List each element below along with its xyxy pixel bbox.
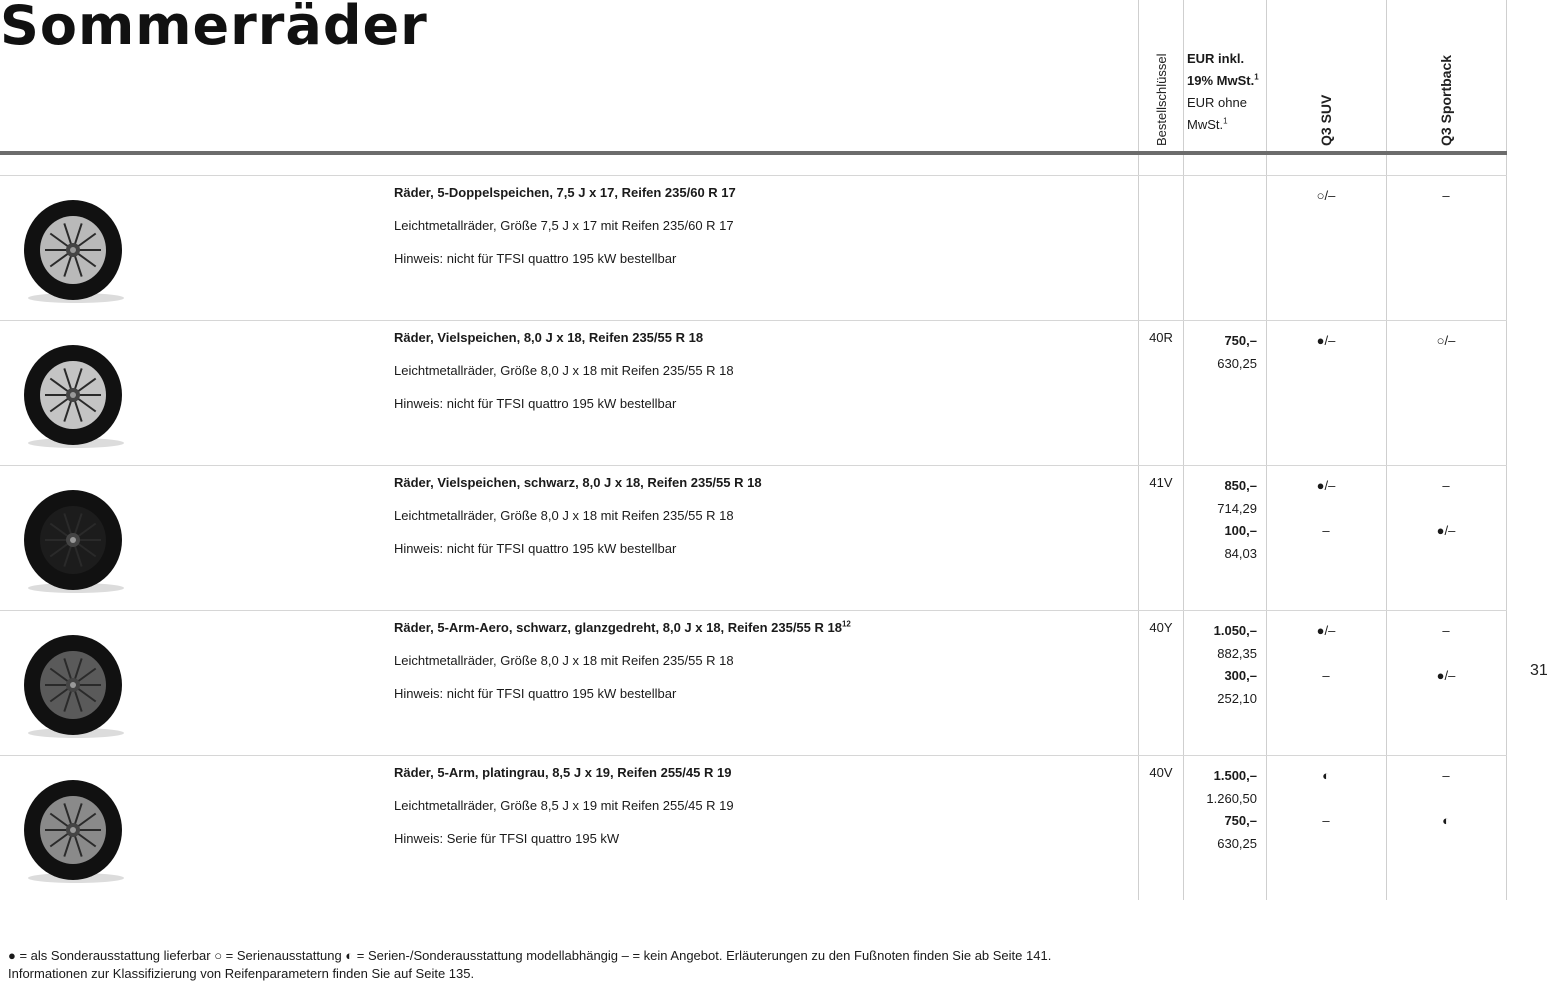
price-incl-vat-2: 300,– — [1224, 668, 1257, 683]
wheel-spec: Leichtmetallräder, Größe 8,0 J x 18 mit Reifen 235/55 R 18 — [394, 653, 734, 668]
header-model-q3-suv: Q3 SUV — [1318, 94, 1334, 146]
header-eur-incl-2: 19% MwSt.$^1$ — [1187, 72, 1259, 88]
wheel-spec: Leichtmetallräder, Größe 7,5 J x 17 mit Reifen 235/60 R 17 — [394, 218, 734, 233]
price-excl-vat-2: 630,25 — [1217, 835, 1257, 851]
wheel-note: Hinweis: nicht für TFSI quattro 195 kW bestellbar — [394, 396, 677, 411]
header-eur-excl-2: MwSt.$^1$ — [1187, 116, 1228, 132]
availability-q3-sportback — [1386, 330, 1506, 375]
availability-mark: – — [1442, 478, 1450, 493]
availability-q3-sportback — [1386, 185, 1506, 230]
wheel-title: Räder, Vielspeichen, 8,0 J x 18, Reifen 235/55 R 18 — [394, 330, 704, 345]
availability-mark: – — [1322, 813, 1330, 828]
table-row — [0, 466, 1507, 611]
wheel-title: Räder, Vielspeichen, schwarz, 8,0 J x 18, Reifen 235/55 R 18 — [394, 475, 762, 490]
availability-q3-suv — [1266, 475, 1386, 543]
wheel-description — [394, 475, 762, 561]
wheel-image — [18, 194, 128, 306]
wheel-description — [394, 620, 851, 706]
table-row — [0, 176, 1507, 321]
order-key: 41V — [1149, 475, 1173, 490]
availability-mark: – — [1322, 668, 1330, 683]
availability-mark: ●/– — [1436, 523, 1456, 538]
availability-mark: – — [1442, 768, 1450, 783]
wheel-description — [394, 765, 734, 851]
price-excl-vat-2: 84,03 — [1224, 545, 1257, 561]
availability-mark: – — [1442, 188, 1450, 203]
legend-line-2: Informationen zur Klassifizierung von Reifenparametern finden Sie auf Seite 135. — [8, 966, 475, 981]
availability-q3-suv — [1266, 765, 1386, 833]
price-excl-vat-2: 252,10 — [1217, 690, 1257, 706]
page-title: Sommerräder — [0, 0, 428, 57]
wheel-note: Hinweis: nicht für TFSI quattro 195 kW bestellbar — [394, 686, 677, 701]
price-cell — [1184, 620, 1257, 710]
table-row — [0, 756, 1507, 901]
wheel-title: Räder, 5-Arm-Aero, schwarz, glanzgedreht, 8,0 J x 18, Reifen 235/55 R $18^{12}$ — [394, 619, 851, 635]
wheel-description — [394, 330, 734, 416]
wheel-note: Hinweis: Serie für TFSI quattro 195 kW — [394, 831, 620, 846]
availability-q3-sportback — [1386, 765, 1506, 833]
wheel-spec: Leichtmetallräder, Größe 8,0 J x 18 mit Reifen 235/55 R 18 — [394, 508, 734, 523]
price-incl-vat: 850,– — [1224, 478, 1257, 493]
wheel-image — [18, 774, 128, 886]
wheel-note: Hinweis: nicht für TFSI quattro 195 kW bestellbar — [394, 251, 677, 266]
availability-mark: ○/– — [1436, 333, 1456, 348]
price-incl-vat: 750,– — [1224, 333, 1257, 348]
header-price — [1187, 48, 1259, 136]
wheel-title: Räder, 5-Doppelspeichen, 7,5 J x 17, Reifen 235/60 R 17 — [394, 185, 736, 200]
availability-mark: ●/– — [1316, 623, 1336, 638]
price-cell — [1184, 765, 1257, 855]
order-key: 40Y — [1149, 620, 1173, 635]
page-number: 31 — [1530, 662, 1548, 679]
price-cell — [1184, 330, 1257, 375]
price-excl-vat: 714,29 — [1217, 500, 1257, 516]
price-excl-vat: 882,35 — [1217, 645, 1257, 661]
wheel-spec: Leichtmetallräder, Größe 8,5 J x 19 mit Reifen 255/45 R 19 — [394, 798, 734, 813]
availability-mark: ●/– — [1316, 333, 1336, 348]
price-incl-vat: 1.500,– — [1213, 768, 1257, 783]
wheel-image — [18, 484, 128, 596]
wheel-note: Hinweis: nicht für TFSI quattro 195 kW bestellbar — [394, 541, 677, 556]
availability-mark: – — [1442, 623, 1450, 638]
wheel-title: Räder, 5-Arm, platingrau, 8,5 J x 19, Reifen 255/45 R 19 — [394, 765, 732, 780]
wheel-description — [394, 185, 736, 271]
header-rule — [0, 151, 1507, 155]
availability-mark: ○/– — [1316, 188, 1336, 203]
wheel-image — [18, 629, 128, 741]
availability-mark: ◐ — [1442, 813, 1450, 828]
table-row — [0, 611, 1507, 756]
availability-q3-sportback — [1386, 620, 1506, 688]
price-incl-vat-2: 100,– — [1224, 523, 1257, 538]
legend-line-1: ● = als Sonderausstattung lieferbar ○ = Serienausstattung ◐ = Serien-/Sonderausstattung modellabhängig – = kein Angebot. Erläuterungen zu den Fußnoten finden Sie ab Seite 141. — [8, 948, 1052, 963]
availability-q3-suv — [1266, 185, 1386, 230]
table-row — [0, 321, 1507, 466]
wheel-spec: Leichtmetallräder, Größe 8,0 J x 18 mit Reifen 235/55 R 18 — [394, 363, 734, 378]
wheel-image — [18, 339, 128, 451]
price-cell — [1184, 475, 1257, 565]
price-excl-vat: 630,25 — [1217, 355, 1257, 371]
header-eur-incl-1: EUR inkl. — [1187, 51, 1245, 66]
availability-q3-suv — [1266, 330, 1386, 375]
price-incl-vat: 1.050,– — [1213, 623, 1257, 638]
price-incl-vat-2: 750,– — [1224, 813, 1257, 828]
availability-q3-sportback — [1386, 475, 1506, 543]
availability-mark: ●/– — [1316, 478, 1336, 493]
order-key: 40R — [1149, 330, 1173, 345]
availability-mark: – — [1322, 523, 1330, 538]
order-key: 40V — [1149, 765, 1173, 780]
header-model-q3-sportback: Q3 Sportback — [1438, 54, 1454, 146]
legend — [8, 947, 1051, 983]
availability-q3-suv — [1266, 620, 1386, 688]
price-excl-vat: 1.260,50 — [1206, 790, 1257, 806]
availability-mark: ◐ — [1322, 768, 1330, 783]
header-order-key: Bestellschlüssel — [1154, 53, 1169, 146]
header-eur-excl-1: EUR ohne — [1187, 95, 1247, 110]
availability-mark: ●/– — [1436, 668, 1456, 683]
